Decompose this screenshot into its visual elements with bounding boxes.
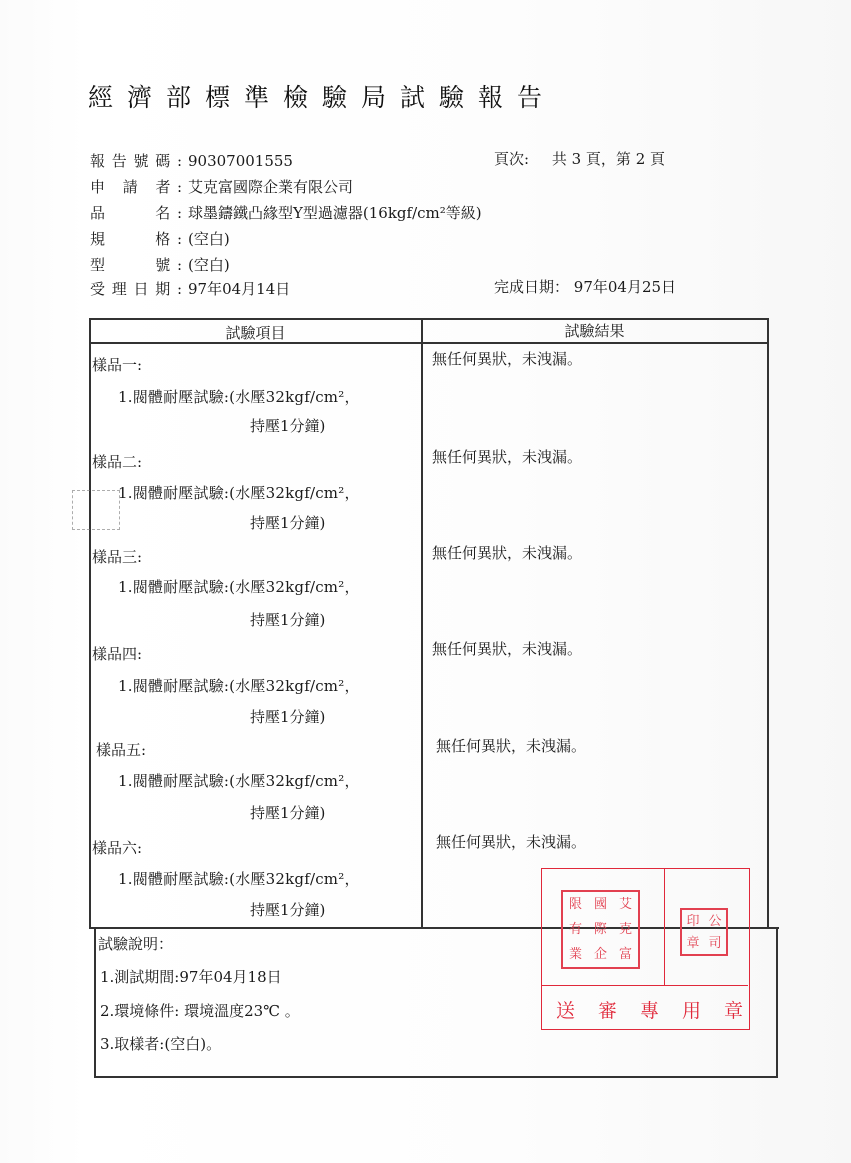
product-value: 球墨鑄鐵凸緣型Y型過濾器(16kgf/cm²等級): [188, 204, 482, 222]
sample-label: 樣品四:: [92, 645, 143, 663]
spec-label: 規 格:: [90, 230, 182, 248]
table-right-border: [767, 318, 769, 928]
seal-char: 國: [593, 897, 607, 912]
notes-bottom-border: [94, 1076, 777, 1078]
seal-char: 限: [568, 897, 582, 912]
test-item-line2: 持壓1分鐘): [250, 804, 326, 822]
product-label: 品 名:: [90, 204, 182, 222]
seal-char: 司: [708, 935, 722, 951]
test-result: 無任何異狀，未洩漏。: [432, 448, 583, 466]
sample-label: 樣品三:: [92, 548, 143, 566]
seal-char: 有: [568, 922, 582, 937]
seal-char: 公: [708, 913, 722, 929]
seal-char: 富: [618, 947, 632, 962]
received-date-label: 受理日期:: [90, 280, 182, 298]
notes-title: 試驗說明：: [98, 935, 174, 953]
test-item-line1: 1.閥體耐壓試驗:(水壓32kgf/cm²，: [118, 578, 360, 596]
test-result: 無任何異狀，未洩漏。: [432, 350, 583, 368]
seal-char: 際: [593, 922, 607, 937]
model-label: 型 號:: [90, 256, 182, 274]
received-date-value: 97年04月14日: [188, 280, 291, 298]
report-title: 經濟部標準檢驗局試驗報告: [88, 83, 557, 112]
seal-char: 印: [686, 913, 700, 929]
sample-label: 樣品五:: [96, 741, 147, 759]
table-column-divider: [421, 318, 423, 928]
test-item-line1: 1.閥體耐壓試驗:(水壓32kgf/cm²，: [118, 677, 360, 695]
sample-label: 樣品一:: [92, 356, 143, 374]
margin-seal-stamp: [72, 490, 120, 530]
test-item-line1: 1.閥體耐壓試驗:(水壓32kgf/cm²，: [118, 388, 360, 406]
test-item-line1: 1.閥體耐壓試驗:(水壓32kgf/cm²，: [118, 772, 360, 790]
column-header-test-item: 試驗項目: [225, 324, 286, 342]
product-row: [90, 202, 482, 223]
completed-date-value: 97年04月25日: [573, 278, 677, 296]
review-stamp-divider-vertical: [664, 868, 665, 985]
report-number-row: [90, 150, 293, 171]
seal-char: 企: [593, 947, 607, 962]
spec-value: (空白): [188, 230, 230, 248]
completed-date-label: 完成日期：: [494, 278, 570, 296]
model-row: [90, 254, 230, 275]
test-result: 無任何異狀，未洩漏。: [436, 833, 587, 851]
test-item-line2: 持壓1分鐘): [250, 901, 326, 919]
test-result: 無任何異狀，未洩漏。: [432, 640, 583, 658]
representative-seal: [680, 908, 728, 956]
report-number-value: 90307001555: [188, 152, 293, 170]
seal-char: 業: [568, 947, 582, 962]
company-seal: [561, 890, 640, 969]
page-info: [494, 148, 665, 169]
test-item-line2: 持壓1分鐘): [250, 514, 326, 532]
test-result: 無任何異狀，未洩漏。: [436, 737, 587, 755]
sample-label: 樣品二:: [92, 453, 143, 471]
test-item-line2: 持壓1分鐘): [250, 417, 326, 435]
applicant-value: 艾克富國際企業有限公司: [188, 178, 354, 196]
page-label: 頁次:: [494, 150, 530, 168]
applicant-row: [90, 176, 353, 197]
review-stamp-divider-horizontal: [541, 985, 748, 986]
model-value: (空白): [188, 256, 230, 274]
received-date-row: [90, 278, 290, 299]
test-result: 無任何異狀，未洩漏。: [432, 544, 583, 562]
test-item-line2: 持壓1分鐘): [250, 611, 326, 629]
test-item-line2: 持壓1分鐘): [250, 708, 326, 726]
notes-right-border: [776, 928, 778, 1078]
note-item: 3.取樣者:(空白)。: [100, 1035, 222, 1053]
seal-char: 艾: [618, 897, 632, 912]
test-item-line1: 1.閥體耐壓試驗:(水壓32kgf/cm²，: [118, 870, 360, 888]
applicant-label: 申 請 者:: [90, 178, 182, 196]
seal-char: 章: [686, 935, 700, 951]
page-value: 共 3 頁，第 2 頁: [551, 150, 666, 168]
column-header-test-result: 試驗結果: [564, 322, 625, 340]
table-left-border: [89, 318, 91, 928]
report-number-label: 報告號碼:: [90, 152, 182, 170]
note-item: 1.測試期間:97年04月18日: [100, 968, 282, 986]
spec-row: [90, 228, 230, 249]
sample-label: 樣品六:: [92, 839, 143, 857]
notes-left-border: [94, 928, 96, 1078]
seal-char: 克: [618, 922, 632, 937]
note-item: 2.環境條件: 環境溫度23℃ 。: [100, 1002, 300, 1020]
test-item-line1: 1.閥體耐壓試驗:(水壓32kgf/cm²，: [118, 484, 360, 502]
completed-date: [494, 276, 676, 297]
review-stamp-caption: 送 審 專 用 章: [556, 1000, 746, 1022]
